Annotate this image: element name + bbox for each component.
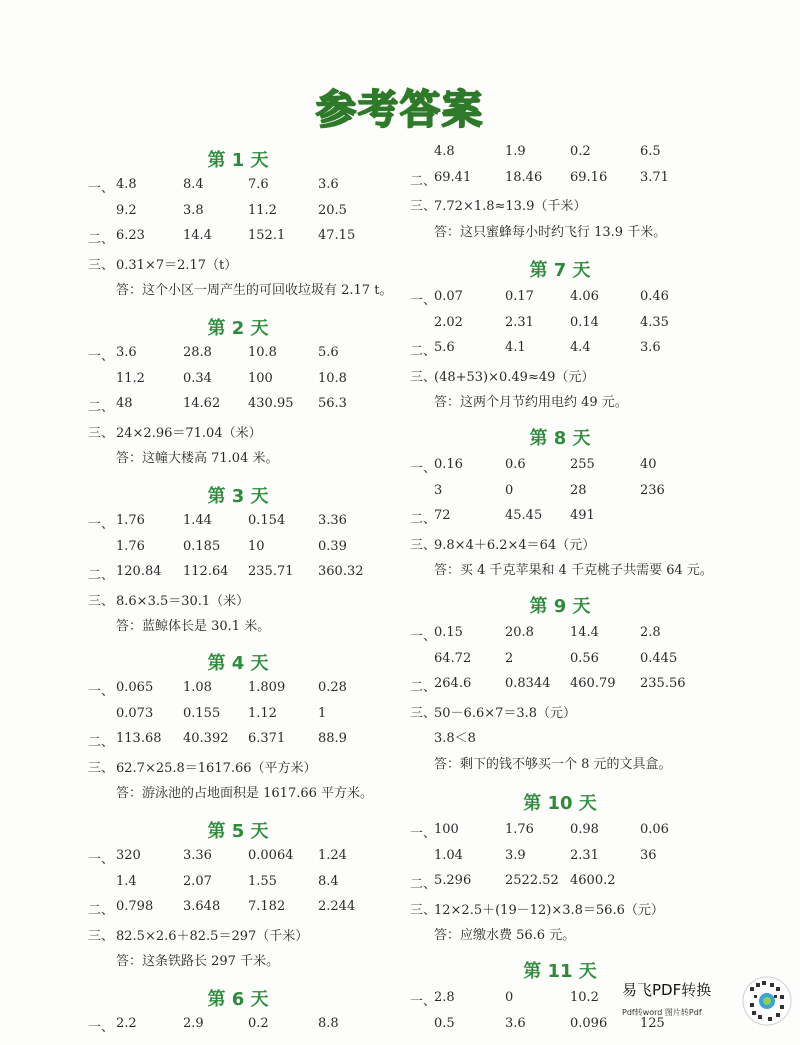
answer-value: 2.07 [183,873,212,889]
question-number: 一、 [410,629,437,644]
answer-value: 0.98 [570,822,599,837]
answer-value: 3.36 [318,513,347,528]
answer-value: 47.15 [318,228,356,243]
answer-value: 255 [570,457,595,472]
answer-value: 2.9 [183,1016,204,1031]
answer-value: 0.14 [570,314,599,330]
answer-value: 6.5 [640,144,661,159]
watermark [622,973,792,1037]
answer-value: 0.2 [570,144,591,159]
equation-line: 0.31×7＝2.17（t） [116,257,238,273]
answer-sentence: 答：这两个月节约用电约 49 元。 [434,395,628,410]
answer-value: 5.6 [318,345,339,360]
answer-value: 3.8 [183,202,204,218]
answer-value: 4.1 [505,340,526,355]
answer-sentence: 答：蓝鲸体长是 30.1 米。 [116,619,271,634]
day-heading: 第 5 天 [207,821,269,842]
answer-value: 11.2 [248,202,277,218]
answer-value: 6.371 [248,731,286,746]
answer-value: 0.798 [116,899,154,914]
page-title: 参考答案 [316,87,484,133]
answer-value: 88.9 [318,731,347,746]
question-number: 三、 [410,199,437,214]
answer-value: 5.296 [434,873,472,888]
answer-value: 4.06 [570,289,599,304]
answer-value: 14.4 [570,625,599,640]
question-number: 三、 [410,369,437,385]
answer-value: 10.8 [318,370,347,386]
answer-value: 360.32 [318,564,364,579]
answer-value: 430.95 [248,396,294,411]
answer-value: 1 [318,705,327,721]
answer-value: 1.24 [318,848,347,863]
answer-value: 235.56 [640,676,686,691]
question-number: 一、 [88,852,115,867]
answer-value: 100 [434,822,459,837]
answer-value: 320 [116,848,141,863]
question-number: 三、 [410,537,437,553]
answer-value: 3.9 [505,847,526,863]
answer-value: 64.72 [434,650,472,666]
answer-value: 0.46 [640,289,669,304]
equation-line: 24×2.96＝71.04（米） [116,425,262,441]
answer-value: 69.16 [570,169,608,185]
answer-value: 0.2 [248,1016,269,1031]
answer-value: 2.8 [434,990,455,1005]
answer-value: 0.155 [183,705,221,721]
answer-value: 1.809 [248,680,286,695]
answer-value: 120.84 [116,564,162,579]
equation-line: 3.8＜8 [434,731,476,746]
answer-value: 1.08 [183,680,212,695]
equation-line: 9.8×4＋6.2×4＝64（元） [434,537,596,553]
question-number: 二、 [88,400,115,415]
answer-value: 0.16 [434,457,463,472]
answer-value: 28.8 [183,345,212,360]
question-number: 一、 [88,1020,115,1035]
equation-line: 82.5×2.6＋82.5＝297（千米） [116,928,309,944]
answer-value: 460.79 [570,676,616,691]
question-number: 一、 [410,826,437,841]
answer-value: 152.1 [248,228,286,243]
answer-sentence: 答：这只蜜蜂每小时约飞行 13.9 千米。 [434,224,667,240]
answer-value: 0.56 [570,650,599,666]
answer-value: 100 [248,370,273,386]
question-number: 一、 [410,994,437,1009]
answer-value: 0.073 [116,705,154,721]
question-number: 三、 [410,705,437,721]
answer-sentence: 答：这条铁路长 297 千米。 [116,954,280,969]
day-heading: 第 1 天 [207,150,269,171]
answer-value: 1.44 [183,513,212,528]
day-heading: 第 9 天 [529,596,591,617]
equation-line: 8.6×3.5＝30.1（米） [116,593,250,609]
answer-value: 4.8 [434,144,455,159]
watermark-title: 易飞PDF转换 [622,981,712,999]
day-heading: 第 8 天 [529,428,591,449]
answer-sentence: 答：应缴水费 56.6 元。 [434,928,576,943]
day-heading: 第 6 天 [207,989,269,1010]
answer-value: 20.5 [318,202,347,218]
question-number: 二、 [410,877,437,892]
answer-value: 0.065 [116,680,154,695]
answer-value: 0.5 [434,1015,455,1031]
question-number: 三、 [88,760,115,776]
answer-value: 3.6 [318,177,339,192]
answer-value: 2522.52 [505,873,559,888]
answer-value: 0.445 [640,650,678,666]
question-number: 三、 [88,425,115,441]
answer-value: 236 [640,482,665,498]
question-number: 一、 [88,517,115,532]
question-number: 二、 [410,680,437,695]
answer-value: 2.8 [640,625,661,640]
answer-value: 0 [505,990,514,1005]
answer-value: 20.8 [505,625,534,640]
answer-value: 3.648 [183,899,221,914]
answer-value: 3.6 [116,345,137,360]
answer-value: 8.4 [318,873,339,889]
question-number: 二、 [88,568,115,583]
day-heading: 第 3 天 [207,486,269,507]
answer-value: 45.45 [505,508,543,523]
answer-value: 2.02 [434,314,463,330]
answer-sentence: 答：这个小区一周产生的可回收垃圾有 2.17 t。 [116,283,393,298]
answer-value: 0.39 [318,538,347,554]
answer-value: 3.36 [183,848,212,863]
qr-code-icon [742,973,792,1029]
answer-sentence: 答：剩下的钱不够买一个 8 元的文具盒。 [434,756,672,772]
answer-sentence: 答：买 4 千克苹果和 4 千克桃子共需要 64 元。 [434,563,713,578]
answer-value: 113.68 [116,731,162,746]
answer-value: 10.8 [248,345,277,360]
answer-value: 235.71 [248,564,294,579]
answer-value: 1.04 [434,847,463,863]
answer-value: 3.6 [640,340,661,355]
answer-value: 40.392 [183,731,229,746]
question-number: 二、 [88,232,115,247]
question-number: 一、 [410,293,437,308]
answer-value: 18.46 [505,169,543,185]
answer-value: 0.34 [183,370,212,386]
question-number: 二、 [410,173,437,189]
question-number: 三、 [88,593,115,609]
equation-line: (48+53)×0.49≈49（元） [434,369,595,385]
answer-value: 14.62 [183,396,221,411]
day-heading: 第 4 天 [207,653,269,674]
answer-value: 2.31 [505,314,534,330]
question-number: 一、 [88,684,115,699]
question-number: 三、 [410,902,437,918]
question-number: 二、 [88,735,115,750]
answer-value: 2.31 [570,847,599,863]
answer-value: 8.4 [183,177,204,192]
equation-line: 7.72×1.8≈13.9（千米） [434,199,587,214]
answer-value: 7.182 [248,899,286,914]
day-heading: 第 2 天 [207,318,269,339]
answer-value: 14.4 [183,228,212,243]
answer-value: 11.2 [116,370,145,386]
question-number: 三、 [88,928,115,944]
answer-value: 491 [570,508,595,523]
answer-value: 0.8344 [505,676,551,691]
answer-value: 69.41 [434,169,472,185]
answer-value: 1.76 [505,822,534,837]
answer-value: 8.8 [318,1016,339,1031]
answer-value: 1.76 [116,513,145,528]
answer-value: 0.154 [248,513,286,528]
answer-value: 1.4 [116,873,137,889]
answer-value: 28 [570,482,587,498]
answer-value: 4.8 [116,177,137,192]
answer-value: 1.76 [116,538,145,554]
answer-value: 40 [640,457,657,472]
answer-value: 2 [505,650,514,666]
answer-value: 48 [116,396,133,411]
answer-sentence: 答：这幢大楼高 71.04 米。 [116,451,279,466]
answer-value: 2.2 [116,1016,137,1031]
day-heading: 第 10 天 [523,793,597,814]
watermark-subtitle: Pdf转word 图片转Pdf [622,1008,702,1017]
answer-sentence: 答：游泳池的占地面积是 1617.66 平方米。 [116,786,374,801]
day-heading: 第 11 天 [523,961,597,982]
answer-value: 0.0064 [248,848,294,863]
answer-value: 0 [505,482,514,498]
answer-value: 2.244 [318,899,356,914]
question-number: 一、 [88,349,115,364]
answer-value: 0.6 [505,457,526,472]
answer-value: 3 [434,482,443,498]
answer-value: 4.35 [640,314,669,330]
answer-value: 112.64 [183,564,229,579]
answer-value: 1.12 [248,705,277,721]
day-heading: 第 7 天 [529,260,591,281]
answer-value: 1.55 [248,873,277,889]
answer-value: 6.23 [116,228,145,243]
answer-value: 10.2 [570,990,599,1005]
question-number: 三、 [88,257,115,273]
answer-value: 0.15 [434,625,463,640]
answer-value: 7.6 [248,177,269,192]
answer-value: 0.06 [640,822,669,837]
answer-value: 4600.2 [570,873,616,888]
answer-value: 0.185 [183,538,221,554]
answer-value: 3.71 [640,169,669,185]
answer-value: 1.9 [505,144,526,159]
answer-value: 125 [640,1015,665,1031]
question-number: 二、 [410,344,437,359]
answer-value: 56.3 [318,396,347,411]
answer-value: 36 [640,847,657,863]
answer-value: 5.6 [434,340,455,355]
answer-value: 10 [248,538,265,554]
question-number: 二、 [410,512,437,527]
equation-line: 62.7×25.8＝1617.66（平方米） [116,760,317,776]
answer-value: 0.17 [505,289,534,304]
answer-value: 3.6 [505,1015,526,1031]
equation-line: 12×2.5＋(19－12)×3.8＝56.6（元） [434,902,664,918]
answer-value: 0.07 [434,289,463,304]
answer-value: 9.2 [116,202,137,218]
question-number: 一、 [410,461,437,476]
answer-value: 72 [434,508,451,523]
answer-value: 0.096 [570,1015,608,1031]
answer-value: 264.6 [434,676,472,691]
answer-value: 4.4 [570,340,591,355]
question-number: 一、 [88,181,115,196]
question-number: 二、 [88,903,115,918]
answer-value: 0.28 [318,680,347,695]
equation-line: 50－6.6×7＝3.8（元） [434,705,577,721]
